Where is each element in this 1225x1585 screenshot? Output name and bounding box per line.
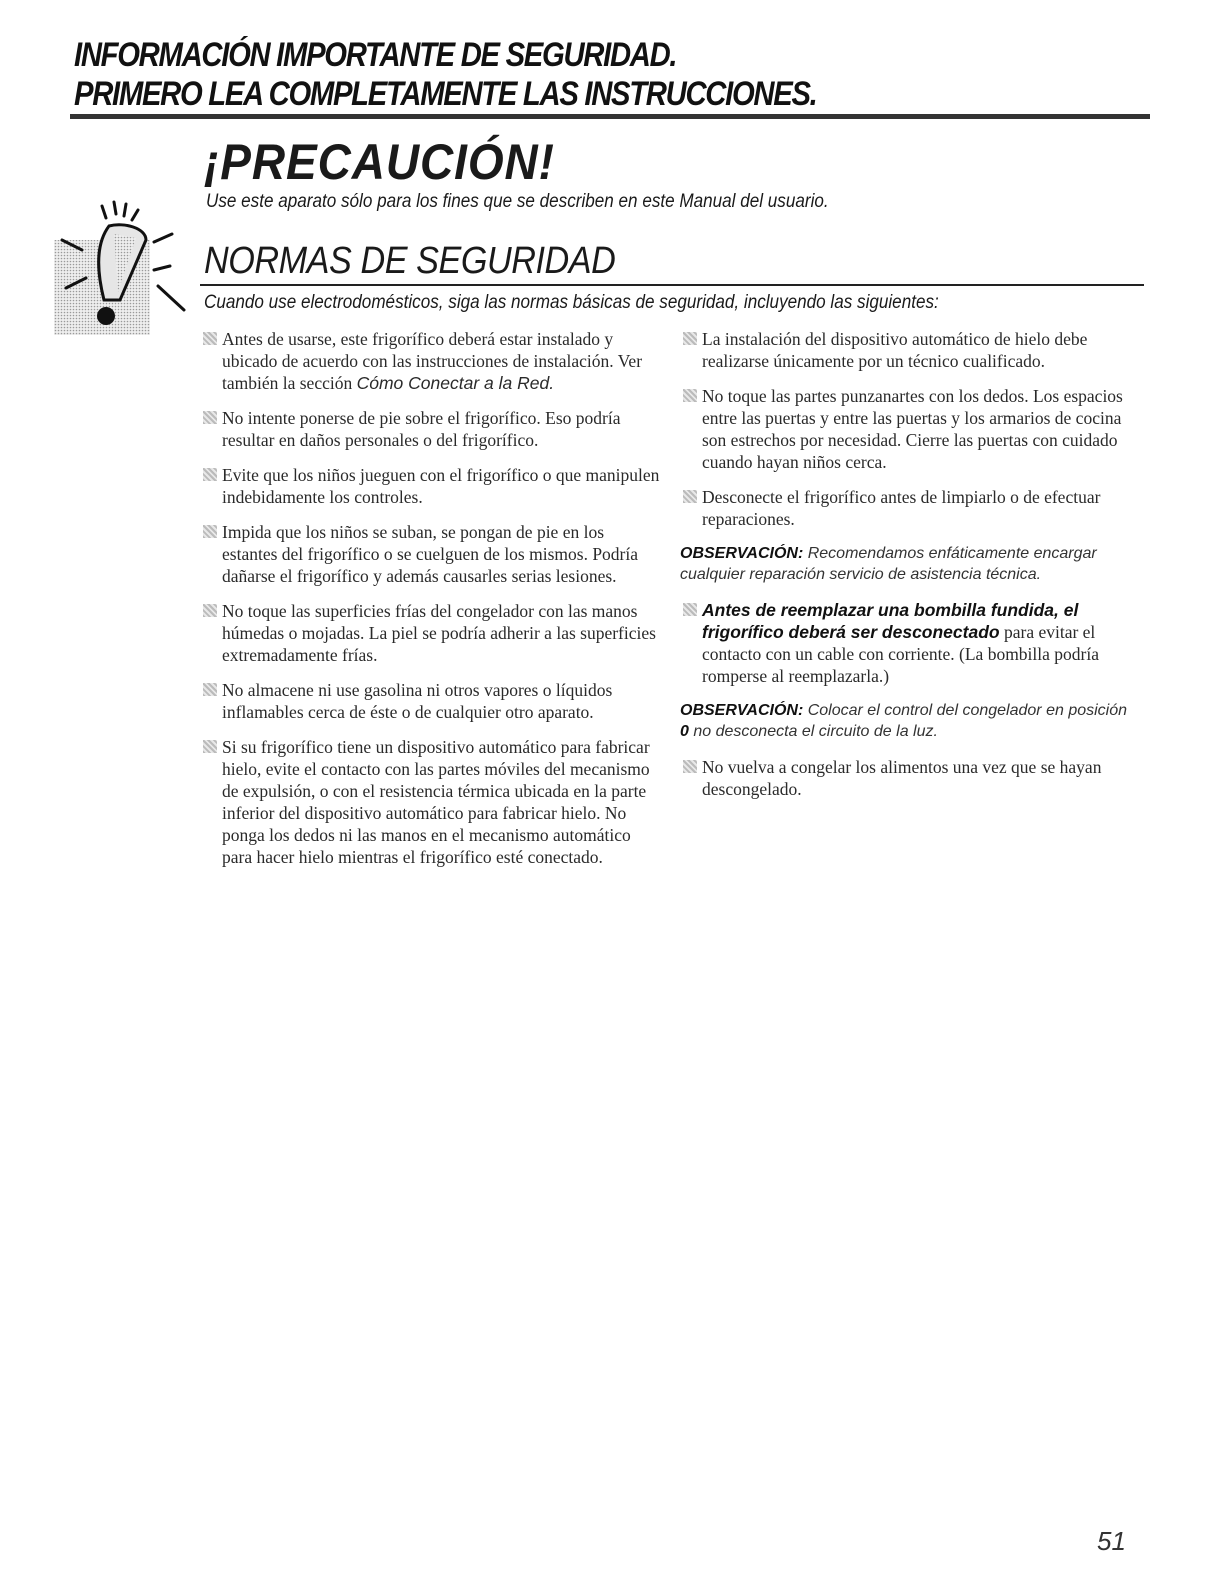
list-item: No intente ponerse de pie sobre el frigorífico. Eso podría resultar en daños personales o del frigorífico. — [200, 407, 660, 451]
bullet-icon — [683, 603, 697, 616]
bullet-icon — [203, 332, 217, 345]
header-rule — [70, 114, 1150, 119]
note: OBSERVACIÓN: Colocar el control del congelador en posición 0 no desconecta el circuito de la luz. — [680, 702, 1128, 740]
list-item: No toque las partes punzanartes con los dedos. Los espacios entre las puertas y entre las puertas y los armarios de cocina son estrechos por necesidad. Cierre las puertas con cuidado cuando hayan niños cerca. — [680, 385, 1140, 473]
list-item: La instalación del dispositivo automático de hielo debe realizarse únicamente por un técnico cualificado. — [680, 328, 1140, 372]
list-item: Impida que los niños se suban, se pongan de pie en los estantes del frigorífico o se cuelguen de los mismos. Podría dañarse el frigorífico y además causarles serias lesiones. — [200, 521, 660, 587]
section-reference: Cómo Conectar a la Red. — [356, 373, 555, 393]
list-item: No almacene ni use gasolina ni otros vapores o líquidos inflamables cerca de éste o de cualquier otro aparato. — [200, 679, 660, 723]
list-item: No vuelva a congelar los alimentos una vez que se hayan descongelado. — [680, 756, 1140, 800]
bullet-icon — [203, 525, 217, 538]
list-item: Evite que los niños jueguen con el frigorífico o que manipulen indebidamente los controles. — [200, 464, 660, 508]
left-column — [200, 328, 660, 881]
header-line-1: INFORMACIÓN IMPORTANTE DE SEGURIDAD. — [74, 36, 677, 74]
bullet-icon — [203, 468, 217, 481]
section-rule — [200, 284, 1144, 286]
caution-subtitle: Use este aparato sólo para los fines que se describen en este Manual del usuario. — [206, 191, 829, 212]
bullet-icon — [683, 490, 697, 503]
bullet-icon — [203, 740, 217, 753]
safety-rules-title: NORMAS DE SEGURIDAD — [204, 240, 616, 282]
bullet-icon — [203, 411, 217, 424]
header-line-2: PRIMERO LEA COMPLETAMENTE LAS INSTRUCCIONES. — [74, 75, 817, 113]
note-label: OBSERVACIÓN: — [680, 702, 804, 719]
note-label: OBSERVACIÓN: — [680, 545, 804, 562]
caution-title: ¡PRECAUCIÓN! — [204, 134, 555, 190]
page-number: 51 — [1097, 1526, 1126, 1556]
note: OBSERVACIÓN: Recomendamos enfáticamente encargar cualquier reparación servicio de asistencia técnica. — [680, 545, 1097, 583]
safety-rules-subtitle: Cuando use electrodomésticos, siga las normas básicas de seguridad, incluyendo las siguientes: — [204, 292, 939, 313]
bullet-icon — [203, 604, 217, 617]
bullet-icon — [683, 760, 697, 773]
list-item: Antes de reemplazar una bombilla fundida, el frigorífico deberá ser desconectado para evitar el contacto con un cable con corriente. (La bombilla podría romperse al reemplazarla.) — [680, 599, 1140, 687]
right-column — [680, 328, 1140, 813]
list-item: Si su frigorífico tiene un dispositivo automático para fabricar hielo, evite el contacto con las partes móviles del mecanismo de expulsión, o con el resistencia térmica ubicada en la parte inferior del dispositivo automático para fabricar hielo. No ponga los dedos ni las manos en el mecanismo automático para hacer hielo mientras el frigorífico esté conectado. — [200, 736, 660, 868]
list-item: Desconecte el frigorífico antes de limpiarlo o de efectuar reparaciones. — [680, 486, 1140, 530]
list-item: Antes de usarse, este frigorífico deberá estar instalado y ubicado de acuerdo con las instrucciones de instalación. Ver también la sección Cómo Conectar a la Red. — [200, 328, 660, 394]
bullet-icon — [683, 332, 697, 345]
bullet-icon — [683, 389, 697, 402]
bullet-icon — [203, 683, 217, 696]
list-item: No toque las superficies frías del congelador con las manos húmedas o mojadas. La piel se podría adherir a las superficies extremadamente frías. — [200, 600, 660, 666]
warning-exclamation-icon — [54, 200, 214, 335]
